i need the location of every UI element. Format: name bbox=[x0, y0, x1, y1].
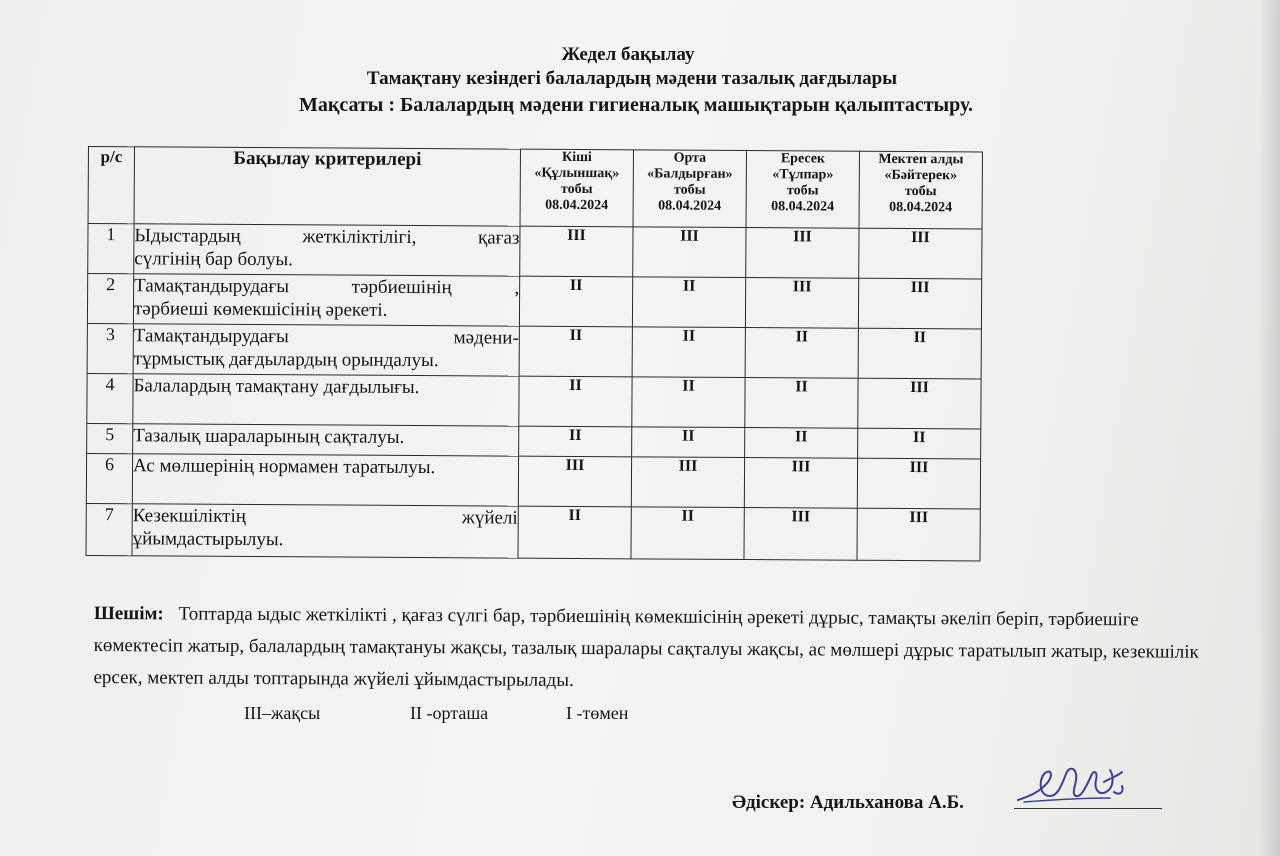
row-criterion bbox=[132, 454, 518, 506]
group-level: Кіші bbox=[562, 149, 592, 166]
score-cell: II bbox=[519, 426, 632, 457]
score-cell: III bbox=[857, 458, 980, 509]
score-cell: III bbox=[858, 378, 981, 429]
criterion-line: Балалардың тамақтану дағдылығы. bbox=[133, 375, 420, 399]
row-criterion bbox=[133, 274, 519, 326]
header-number: р/с bbox=[88, 147, 134, 224]
criterion-line: тұрмыстық дағдылардың орындалуы. bbox=[133, 348, 439, 372]
handwritten-signature bbox=[1010, 752, 1140, 812]
criterion-line: сүлгінің бар болуы. bbox=[134, 248, 293, 271]
document-title: Жедел бақылау bbox=[561, 44, 695, 65]
table-row bbox=[87, 274, 981, 329]
group-level: Ересек bbox=[780, 151, 826, 167]
table-row bbox=[87, 323, 981, 378]
row-number: 5 bbox=[87, 423, 133, 453]
score-cell: II bbox=[519, 276, 632, 327]
group-level: Мектеп алды bbox=[878, 151, 964, 168]
header-criteria: Бақылау критерилері bbox=[134, 147, 520, 226]
score-cell: III bbox=[520, 226, 633, 277]
row-criterion bbox=[133, 424, 519, 456]
header-group-tulpar bbox=[746, 151, 859, 229]
score-cell: III bbox=[744, 508, 857, 561]
score-cell: II bbox=[632, 427, 745, 458]
table-row bbox=[87, 373, 981, 428]
table-header-row bbox=[88, 147, 982, 229]
legend-good: III–жақсы bbox=[244, 703, 321, 723]
row-number: 3 bbox=[87, 323, 133, 373]
group-word: тобы bbox=[560, 181, 593, 198]
criterion-line: Кезекшіліктің жүйелі bbox=[132, 505, 518, 529]
header-group-kulynshak bbox=[520, 149, 633, 227]
criterion-line: Ыдыстардың жеткіліктілігі, қағаз bbox=[134, 225, 520, 249]
methodist-signature-label: Әдіскер: Адильханова А.Б. bbox=[732, 792, 964, 813]
score-cell: II bbox=[745, 378, 858, 429]
row-number: 2 bbox=[87, 274, 133, 324]
legend-medium: II -орташа bbox=[410, 703, 489, 723]
score-cell: II bbox=[632, 377, 745, 428]
score-cell: III bbox=[859, 228, 982, 279]
score-cell: II bbox=[745, 328, 858, 379]
row-number: 7 bbox=[86, 503, 132, 555]
score-cell: III bbox=[857, 508, 980, 561]
document-goal: Мақсаты : Балалардың мәдени гигиеналық машықтарын қалыптастыру. bbox=[298, 94, 974, 116]
criterion-line: Тазалық шараларының сақталуы. bbox=[133, 425, 405, 448]
criterion-line: тәрбиеші көмекшісінің әрекеті. bbox=[133, 298, 388, 321]
criterion-line: ұйымдастырылуы. bbox=[132, 528, 284, 551]
row-criterion bbox=[132, 504, 518, 558]
table-row bbox=[86, 453, 980, 508]
conclusion-label: Шешім: bbox=[93, 602, 164, 625]
score-cell: III bbox=[633, 227, 746, 278]
row-number: 4 bbox=[87, 373, 133, 423]
score-cell: III bbox=[631, 457, 744, 508]
group-word: тобы bbox=[904, 183, 937, 200]
score-cell: III bbox=[745, 278, 858, 329]
score-cell: III bbox=[518, 456, 631, 507]
row-number: 1 bbox=[88, 224, 134, 274]
group-name: «Бәйтерек» bbox=[884, 167, 958, 184]
score-cell: II bbox=[632, 277, 745, 328]
score-cell: II bbox=[631, 507, 744, 560]
row-criterion bbox=[133, 374, 519, 426]
conclusion-text: Топтарда ыдыс жеткілікті , қағаз сүлгі бар, тәрбиешінің көмекшісінің әрекеті дұрыс, тамақты әкеліп беріп, тәрбиешіге көмектесіп жатыр, балалардың тамақтануы жақсы, тазалық шаралары сақталуы жақсы, ас мөлшері дұрыс таратылып жатыр, кезекшілік ерсек, мектеп алды топтарында жүйелі ұйымдастырылады. bbox=[93, 603, 1199, 691]
group-name: «Балдырған» bbox=[647, 166, 733, 182]
page-edge-shadow bbox=[1258, 0, 1280, 856]
score-cell: II bbox=[858, 328, 981, 379]
score-cell: II bbox=[745, 428, 858, 459]
score-cell: III bbox=[858, 278, 981, 329]
row-number: 6 bbox=[86, 453, 132, 503]
score-cell: II bbox=[518, 506, 631, 559]
group-word: тобы bbox=[786, 183, 819, 199]
group-word: тобы bbox=[673, 182, 706, 198]
group-name: «Құлыншақ» bbox=[534, 165, 620, 182]
score-cell: II bbox=[858, 428, 981, 459]
score-cell: III bbox=[744, 458, 857, 509]
header-group-baldyrgan bbox=[633, 150, 746, 228]
group-level: Орта bbox=[673, 150, 707, 166]
score-cell: II bbox=[519, 326, 632, 377]
score-cell: II bbox=[632, 327, 745, 378]
group-date: 08.04.2024 bbox=[545, 197, 609, 214]
group-date: 08.04.2024 bbox=[658, 198, 722, 214]
header-group-baiterek bbox=[859, 151, 982, 229]
group-date: 08.04.2024 bbox=[889, 199, 953, 216]
observation-table bbox=[85, 146, 982, 561]
table-row bbox=[88, 224, 982, 279]
document-subtitle: Тамақтану кезіндегі балалардың мәдени тазалық дағдылары bbox=[366, 68, 898, 89]
score-cell: II bbox=[519, 376, 632, 427]
criterion-line: Ас мөлшерінің нормамен таратылуы. bbox=[132, 455, 436, 479]
legend-low: I -төмен bbox=[566, 703, 629, 723]
table-row bbox=[86, 503, 980, 560]
criterion-line: Тамақтандырудағы мәдени- bbox=[133, 325, 519, 349]
score-cell: III bbox=[746, 228, 859, 279]
criterion-line: Тамақтандырудағы тәрбиешінің , bbox=[134, 275, 520, 299]
conclusion bbox=[93, 598, 1214, 701]
group-date: 08.04.2024 bbox=[771, 199, 835, 215]
row-criterion bbox=[133, 324, 519, 376]
group-name: «Тұлпар» bbox=[772, 167, 834, 183]
row-criterion bbox=[134, 224, 520, 276]
